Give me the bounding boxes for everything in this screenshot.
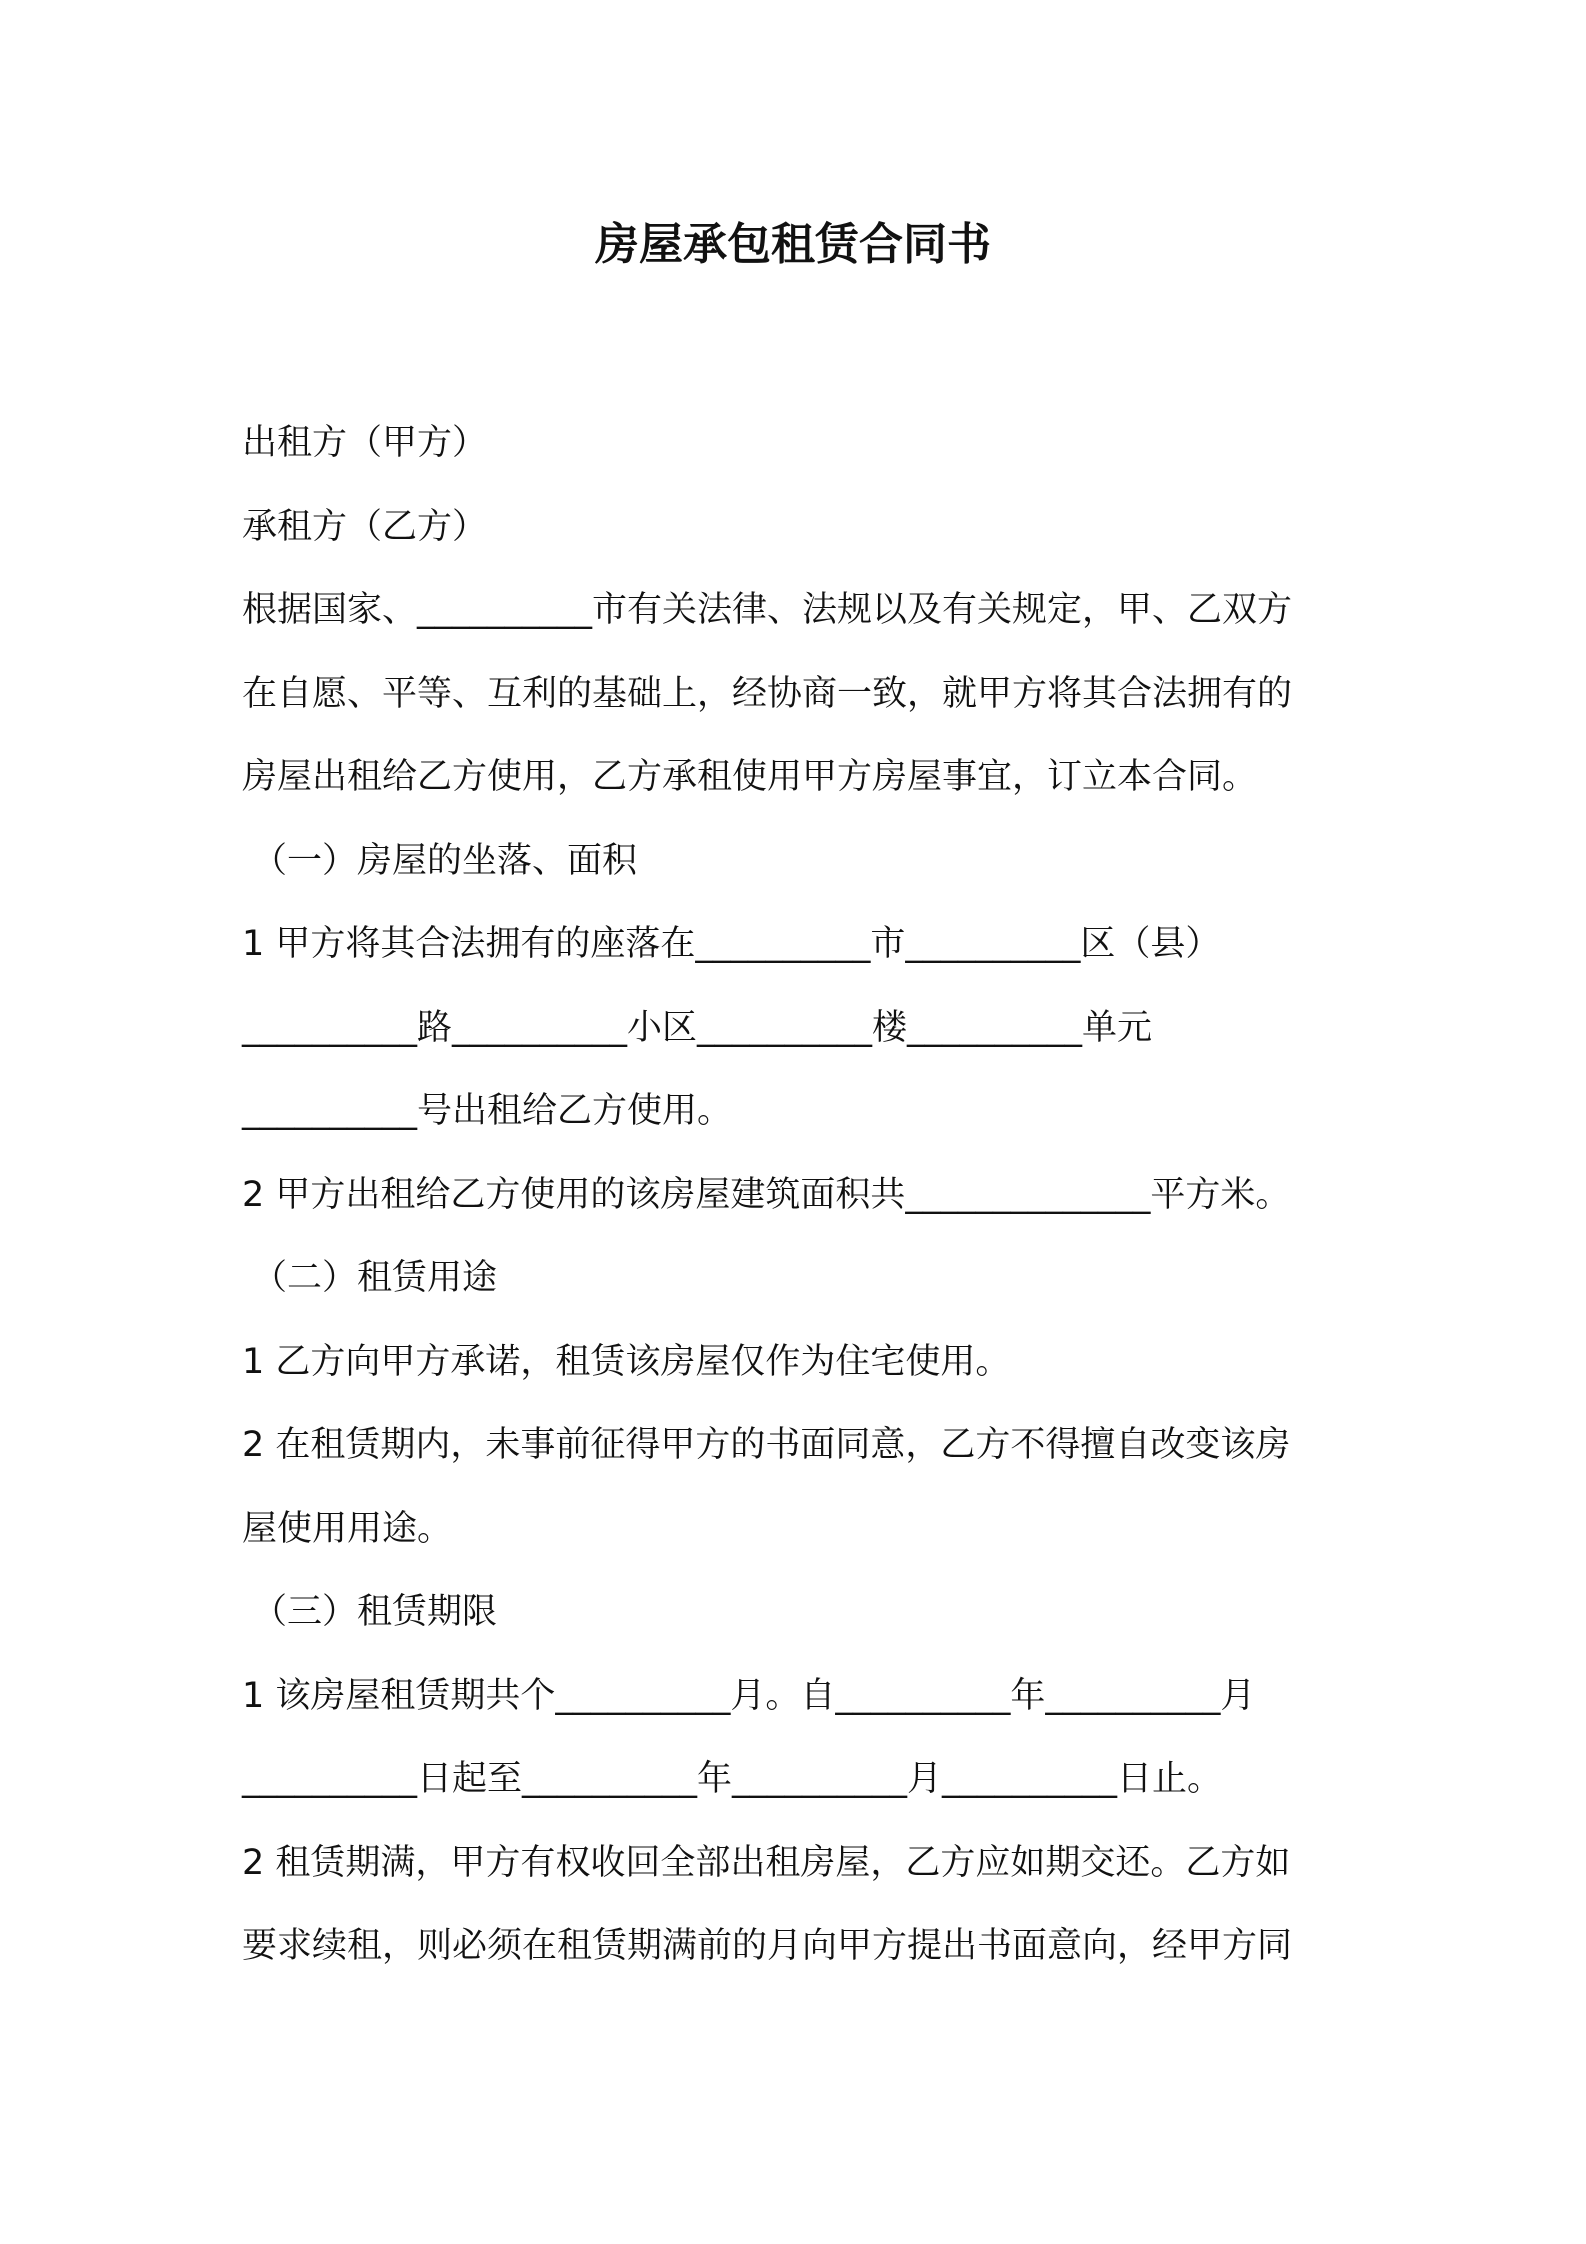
lessor-line: 出租方（甲方） <box>242 423 488 463</box>
clause-line: __________路__________小区__________楼__________单元 <box>242 1007 1153 1048</box>
document-title: 房屋承包租赁合同书 <box>595 219 991 270</box>
clause-line: __________号出租给乙方使用。 <box>242 1091 733 1131</box>
preamble-line-2: 在自愿、平等、互利的基础上，经协商一致，就甲方将其合法拥有的 <box>242 673 1293 714</box>
section-heading-term: （三）租赁期限 <box>252 1592 498 1632</box>
clause-line: __________日起至__________年__________月__________日止。 <box>242 1759 1223 1799</box>
section-heading-purpose: （二）租赁用途 <box>252 1258 498 1298</box>
preamble-line-1: 根据国家、__________市有关法律、法规以及有关规定，甲、乙双方 <box>242 590 1293 630</box>
preamble-line-3: 房屋出租给乙方使用，乙方承租使用甲方房屋事宜，订立本合同。 <box>242 757 1258 797</box>
clause-line: 2 租赁期满，甲方有权收回全部出租房屋，乙方应如期交还。乙方如 <box>242 1842 1291 1883</box>
document-body <box>242 402 1362 1989</box>
section-heading-location: （一）房屋的坐落、面积 <box>252 840 638 881</box>
clause-line: 2 在租赁期内，未事前征得甲方的书面同意，乙方不得擅自改变该房 <box>242 1425 1291 1465</box>
clause-line: 1 该房屋租赁期共个__________月。自__________年__________月 <box>242 1675 1256 1716</box>
clause-line: 要求续租，则必须在租赁期满前的月向甲方提出书面意向，经甲方同 <box>242 1926 1293 1966</box>
clause-line: 2 甲方出租给乙方使用的该房屋建筑面积共______________平方米。 <box>242 1174 1291 1215</box>
clause-line: 屋使用用途。 <box>242 1508 453 1549</box>
clause-line: 1 甲方将其合法拥有的座落在__________市__________区（县） <box>242 924 1221 964</box>
clause-line: 1 乙方向甲方承诺，租赁该房屋仅作为住宅使用。 <box>242 1341 1011 1382</box>
lessee-line: 承租方（乙方） <box>242 506 488 547</box>
